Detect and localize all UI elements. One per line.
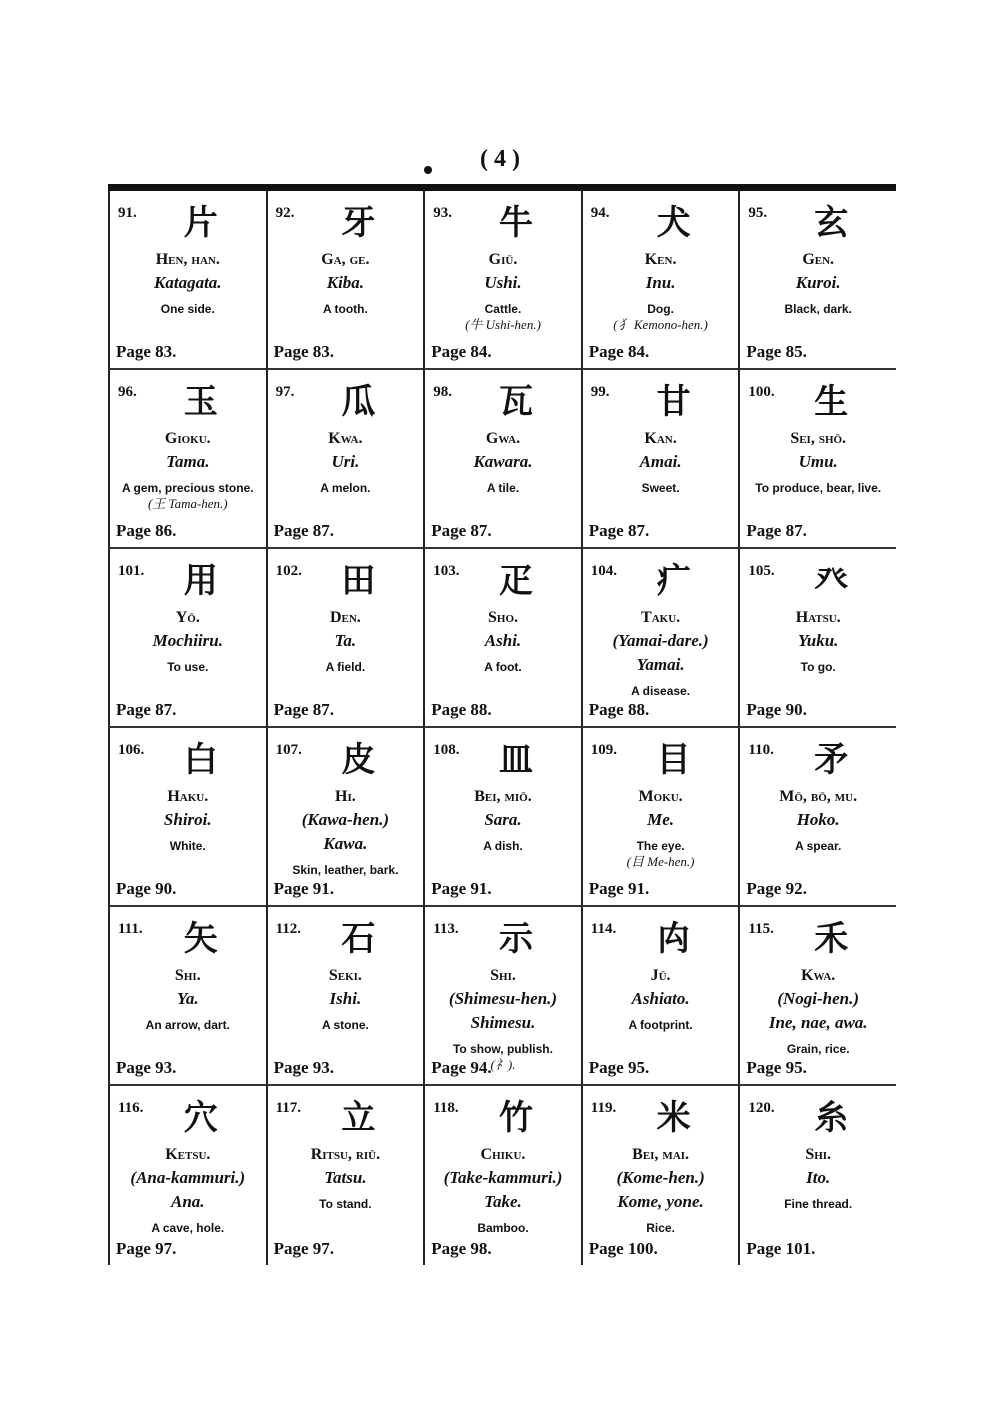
entry-number: 104.	[590, 563, 618, 579]
radical-character: 石	[341, 919, 376, 959]
entry-content	[583, 786, 739, 870]
entry-number: 109.	[590, 742, 618, 758]
meaning: A tile.	[486, 481, 520, 495]
japanese-word: Yamai.	[636, 655, 685, 674]
meaning: Grain, rice.	[786, 1042, 850, 1056]
radical-entry	[581, 1086, 739, 1265]
radical-character: 用	[183, 561, 218, 601]
japanese-word: Ashiato.	[631, 989, 690, 1008]
page-reference: Page 93.	[273, 1058, 335, 1077]
entry-number: 92.	[275, 205, 295, 221]
meaning: A field.	[325, 660, 366, 674]
reading: Gioku.	[164, 430, 211, 447]
page-reference: Page 98.	[431, 1239, 492, 1258]
page-reference: Page 83.	[273, 342, 335, 361]
meaning: The eye.	[636, 839, 685, 853]
reading: Den.	[329, 609, 361, 626]
entry-number: 100.	[748, 384, 775, 400]
reading: Ritsu, riū.	[310, 1146, 381, 1163]
entry-content	[583, 249, 739, 333]
page-number: ( 4 )	[480, 146, 520, 172]
page-reference: Page 95.	[588, 1058, 650, 1077]
radical-character: 矢	[183, 919, 218, 959]
reading: Ga, ge.	[321, 251, 370, 268]
reading: Jū.	[650, 967, 671, 984]
entry-number: 106.	[118, 742, 145, 758]
reading: Ketsu.	[165, 1146, 211, 1163]
reading: Seki.	[328, 967, 362, 984]
entry-content	[268, 607, 424, 675]
meaning: A stone.	[321, 1018, 369, 1032]
radical-character: 生	[814, 382, 849, 422]
entry-content	[425, 607, 581, 675]
reading: Mō, bō, mu.	[779, 788, 858, 805]
radical-entry	[581, 370, 739, 549]
variant-note: (礻).	[490, 1057, 516, 1072]
japanese-word: Shimesu.	[470, 1013, 536, 1032]
radical-character: 皿	[498, 740, 533, 780]
meaning: A disease.	[631, 684, 691, 698]
reading: Haku.	[167, 788, 209, 805]
radical-entry	[581, 549, 739, 728]
entry-number: 96.	[118, 384, 137, 400]
radical-name: (Kawa-hen.)	[301, 810, 390, 829]
reading: Bei, mai.	[632, 1146, 690, 1163]
meaning: A spear.	[795, 839, 842, 853]
japanese-word: Yuku.	[797, 631, 839, 650]
radical-entry	[423, 549, 581, 728]
entry-number: 108.	[433, 742, 460, 758]
radical-character: 立	[341, 1098, 376, 1138]
japanese-word: Amai.	[639, 452, 682, 471]
page-reference: Page 86.	[116, 521, 177, 540]
variant-note: (犭 Kemono-hen.)	[613, 317, 708, 332]
page-reference: Page 97.	[273, 1239, 335, 1258]
japanese-word: Kiba.	[326, 273, 365, 292]
entry-content	[740, 249, 896, 317]
radical-name: (Yamai-dare.)	[612, 631, 709, 650]
radical-name: (Kome-hen.)	[616, 1168, 705, 1187]
entry-number: 120.	[748, 1100, 775, 1116]
japanese-word: Ta.	[334, 631, 357, 650]
japanese-word: Ine, nae, awa.	[768, 1013, 868, 1032]
japanese-word: Katagata.	[154, 273, 222, 292]
radical-entry	[108, 549, 266, 728]
entry-number: 111.	[118, 921, 143, 937]
radical-entry	[266, 549, 424, 728]
entry-number: 105.	[748, 563, 775, 579]
page-reference: Page 88.	[431, 700, 492, 719]
reading: Chiku.	[480, 1146, 526, 1163]
page-reference: Page 90.	[116, 879, 177, 898]
japanese-word: Umu.	[798, 452, 838, 471]
radical-character: 片	[183, 203, 218, 243]
entry-number: 110.	[748, 742, 774, 758]
japanese-word: Ana.	[171, 1192, 205, 1211]
entry-content	[110, 1144, 266, 1236]
entry-number: 117.	[275, 1100, 302, 1116]
japanese-word: Sara.	[484, 810, 522, 829]
radical-character: 矛	[814, 740, 849, 780]
meaning: One side.	[160, 302, 215, 316]
japanese-word: Hoko.	[796, 810, 840, 829]
entry-content	[110, 965, 266, 1033]
entry-content	[740, 965, 896, 1057]
radical-character: 禾	[814, 919, 849, 959]
meaning: A foot.	[484, 660, 522, 674]
reading: Gwa.	[485, 430, 521, 447]
page-reference: Page 93.	[116, 1058, 177, 1077]
japanese-word: Kawa.	[323, 834, 368, 853]
meaning: Bamboo.	[477, 1221, 529, 1235]
radical-character: 牙	[341, 203, 376, 243]
page-reference: Page 84.	[431, 342, 492, 361]
radical-entry	[738, 191, 896, 370]
radical-entry	[581, 907, 739, 1086]
japanese-word: Inu.	[645, 273, 676, 292]
page-reference: Page 87.	[273, 700, 335, 719]
page-reference: Page 97.	[116, 1239, 177, 1258]
entry-number: 116.	[118, 1100, 144, 1116]
meaning: A melon.	[320, 481, 371, 495]
entry-number: 115.	[748, 921, 774, 937]
entry-number: 94.	[590, 205, 610, 221]
radical-entry	[738, 549, 896, 728]
radical-character: 米	[656, 1098, 691, 1138]
meaning: A footprint.	[628, 1018, 693, 1032]
japanese-word: Ya.	[177, 989, 199, 1008]
radical-entry	[266, 1086, 424, 1265]
radical-character: 牛	[498, 203, 533, 243]
radical-character: 癶	[814, 561, 849, 601]
page-reference: Page 95.	[746, 1058, 807, 1077]
radical-character: 瓜	[341, 382, 376, 422]
entry-number: 107.	[275, 742, 302, 758]
japanese-word: Tama.	[166, 452, 210, 471]
radical-entry	[266, 907, 424, 1086]
reading: Yō.	[175, 609, 200, 626]
radical-entry	[581, 191, 739, 370]
reading: Ken.	[644, 251, 677, 268]
radical-character: 目	[656, 740, 691, 780]
japanese-word: Ushi.	[484, 273, 522, 292]
entry-content	[110, 607, 266, 675]
radical-character: 禸	[656, 919, 691, 959]
entry-number: 113.	[433, 921, 459, 937]
entry-content	[740, 786, 896, 854]
radical-entry	[738, 907, 896, 1086]
reading: Shi.	[174, 967, 201, 984]
page-reference: Page 101.	[746, 1239, 816, 1258]
page-reference: Page 87.	[431, 521, 492, 540]
radical-name: (Nogi-hen.)	[777, 989, 860, 1008]
entry-number: 119.	[590, 1100, 617, 1116]
page-reference: Page 91.	[588, 879, 650, 898]
entry-content	[740, 607, 896, 675]
radical-character: 穴	[183, 1098, 218, 1138]
radical-entry	[266, 728, 424, 907]
radical-entry	[108, 907, 266, 1086]
entry-content	[425, 428, 581, 496]
radical-entry	[108, 370, 266, 549]
radical-character: 田	[341, 561, 376, 601]
entry-content	[583, 428, 739, 496]
entry-number: 97.	[275, 384, 295, 400]
japanese-word: Kuroi.	[795, 273, 841, 292]
page-reference: Page 100.	[588, 1239, 658, 1258]
japanese-word: Take.	[484, 1192, 522, 1211]
entry-content	[740, 428, 896, 496]
entry-number: 95.	[748, 205, 768, 221]
radical-entry	[423, 1086, 581, 1265]
radical-character: 瓦	[498, 382, 533, 422]
meaning: An arrow, dart.	[145, 1018, 230, 1032]
radical-entry	[738, 728, 896, 907]
entry-content	[268, 965, 424, 1033]
ink-dot	[424, 166, 432, 174]
radical-name: (Shimesu-hen.)	[448, 989, 558, 1008]
radical-character: 竹	[498, 1098, 533, 1138]
variant-note: (牛 Ushi-hen.)	[465, 317, 541, 332]
radical-character: 示	[498, 919, 533, 959]
page-reference: Page 83.	[116, 342, 177, 361]
meaning: A tooth.	[322, 302, 368, 316]
reading: Gen.	[802, 251, 835, 268]
page-reference: Page 88.	[588, 700, 650, 719]
radical-name: (Take-kammuri.)	[443, 1168, 563, 1187]
entry-content	[110, 786, 266, 854]
reading: Sei, shō.	[790, 430, 847, 447]
entry-number: 91.	[118, 205, 137, 221]
radical-character: 糸	[814, 1098, 849, 1138]
radical-entry	[266, 370, 424, 549]
entry-number: 99.	[590, 384, 610, 400]
entry-content	[110, 428, 266, 512]
meaning: Dog.	[647, 302, 674, 316]
radical-entry	[738, 370, 896, 549]
radical-entry	[108, 191, 266, 370]
page-reference: Page 91.	[273, 879, 335, 898]
radical-name: (Ana-kammuri.)	[130, 1168, 246, 1187]
radical-entry	[581, 728, 739, 907]
japanese-word: Kome, yone.	[617, 1192, 704, 1211]
top-rule	[108, 184, 896, 191]
entry-content	[740, 1144, 896, 1212]
reading: Sho.	[487, 609, 518, 626]
japanese-word: Shiroi.	[163, 810, 212, 829]
page-reference: Page 94.	[431, 1058, 492, 1077]
entry-number: 114.	[590, 921, 617, 937]
entry-content	[583, 1144, 739, 1236]
reading: Shi.	[490, 967, 516, 984]
variant-note: (目 Me-hen.)	[626, 854, 695, 869]
japanese-word: Ito.	[806, 1168, 831, 1187]
entry-content	[425, 786, 581, 854]
radical-table	[108, 191, 896, 1265]
meaning: Fine thread.	[784, 1197, 853, 1211]
radical-character: 白	[183, 740, 218, 780]
reading: Kwa.	[801, 967, 836, 984]
reading: Hen, han.	[155, 251, 220, 268]
japanese-word: Tatsu.	[324, 1168, 367, 1187]
variant-note: (王 Tama-hen.)	[147, 496, 228, 511]
radical-entry	[266, 191, 424, 370]
radical-character: 疒	[656, 561, 691, 601]
entry-content	[110, 249, 266, 317]
radical-character: 玉	[183, 382, 218, 422]
meaning: To stand.	[319, 1197, 372, 1211]
entry-number: 112.	[275, 921, 302, 937]
radical-entry	[423, 728, 581, 907]
reading: Shi.	[805, 1146, 832, 1163]
meaning: A dish.	[483, 839, 523, 853]
radical-entry	[423, 191, 581, 370]
radical-entry	[738, 1086, 896, 1265]
entry-content	[425, 965, 581, 1073]
japanese-word: Kawara.	[473, 452, 533, 471]
radical-entry	[423, 907, 581, 1086]
meaning: To use.	[167, 660, 209, 674]
entry-content	[583, 607, 739, 699]
radical-entry	[108, 1086, 266, 1265]
radical-character: 甘	[656, 382, 691, 422]
entry-content	[583, 965, 739, 1033]
meaning: Sweet.	[641, 481, 680, 495]
entry-content	[268, 428, 424, 496]
reading: Kan.	[644, 430, 677, 447]
entry-number: 103.	[433, 563, 460, 579]
reading: Moku.	[638, 788, 683, 805]
reading: Hi.	[335, 788, 356, 805]
entry-number: 98.	[433, 384, 452, 400]
page-reference: Page 87.	[746, 521, 807, 540]
entry-content	[268, 786, 424, 878]
japanese-word: Uri.	[331, 452, 360, 471]
meaning: To show, publish.	[452, 1042, 553, 1056]
radical-entry	[108, 728, 266, 907]
reading: Giū.	[488, 251, 518, 268]
radical-character: 皮	[341, 740, 376, 780]
meaning: Rice.	[646, 1221, 675, 1235]
meaning: Cattle.	[484, 302, 522, 316]
reading: Hatsu.	[795, 609, 841, 626]
page-reference: Page 84.	[588, 342, 650, 361]
page-reference: Page 91.	[431, 879, 492, 898]
entry-number: 102.	[275, 563, 302, 579]
reading: Bei, miō.	[474, 788, 532, 805]
reading: Taku.	[641, 609, 681, 626]
japanese-word: Ishi.	[329, 989, 362, 1008]
entry-number: 93.	[433, 205, 452, 221]
page-reference: Page 85.	[746, 342, 807, 361]
radical-character: 玄	[814, 203, 849, 243]
reading: Kwa.	[328, 430, 363, 447]
entry-number: 101.	[118, 563, 145, 579]
entry-content	[268, 249, 424, 317]
radical-character: 犬	[656, 203, 691, 243]
entry-content	[268, 1144, 424, 1212]
japanese-word: Ashi.	[484, 631, 522, 650]
page-reference: Page 87.	[588, 521, 650, 540]
page-reference: Page 92.	[746, 879, 807, 898]
radical-character: 疋	[498, 561, 533, 601]
meaning: Black, dark.	[784, 302, 852, 316]
entry-content	[425, 249, 581, 333]
japanese-word: Mochiiru.	[152, 631, 223, 650]
entry-content	[425, 1144, 581, 1236]
meaning: A gem, precious stone.	[122, 481, 254, 495]
entry-number: 118.	[433, 1100, 459, 1116]
meaning: White.	[169, 839, 206, 853]
radical-entry	[423, 370, 581, 549]
page-reference: Page 87.	[116, 700, 177, 719]
page-reference: Page 87.	[273, 521, 335, 540]
meaning: A cave, hole.	[151, 1221, 225, 1235]
page-reference: Page 90.	[746, 700, 807, 719]
meaning: To produce, bear, live.	[755, 481, 882, 495]
japanese-word: Me.	[647, 810, 675, 829]
meaning: Skin, leather, bark.	[292, 863, 399, 877]
meaning: To go.	[800, 660, 836, 674]
